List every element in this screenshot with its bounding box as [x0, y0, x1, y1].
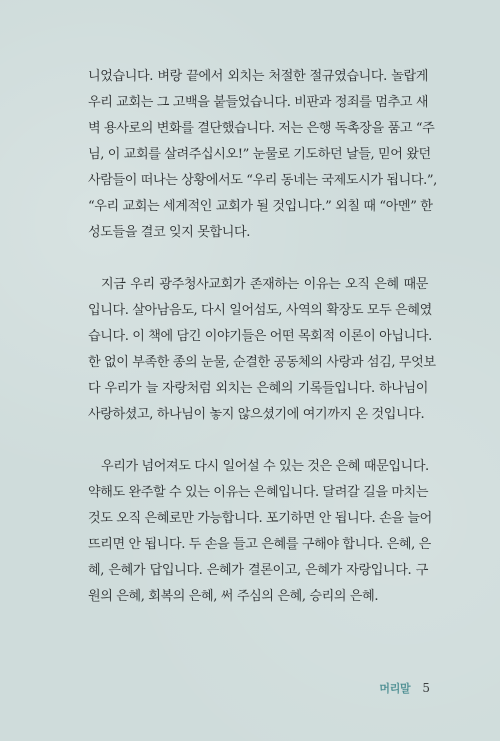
text-line: 님, 이 교회를 살려주십시오!” 눈물로 기도하던 날들, 믿어 왔던 — [88, 147, 431, 162]
paragraph-spacer — [88, 246, 428, 272]
text-line: 습니다. 이 책에 담긴 이야기들은 어떤 목회적 이론이 아닙니다. — [88, 329, 432, 344]
text-line: 사랑하셨고, 하나님이 놓지 않으셨기에 여기까지 온 것입니다. — [88, 407, 425, 422]
text-line: 혜, 은혜가 답입니다. 은혜가 결론이고, 은혜가 자랑입니다. 구 — [88, 563, 428, 578]
page-number: 5 — [422, 681, 430, 695]
paragraph-spacer — [88, 428, 428, 454]
section-label: 머리말 — [379, 682, 411, 695]
text-line: 우리 교회는 그 고백을 붙들었습니다. 비판과 정죄를 멈추고 새 — [88, 95, 429, 110]
text-line: 뜨리면 안 됩니다. 두 손을 들고 은혜를 구해야 합니다. 은혜, 은 — [88, 537, 431, 552]
text-line: 사람들이 떠나는 상황에서도 “우리 동네는 국제도시가 됩니다.”, — [88, 173, 437, 188]
text-line: 것도 오직 은혜로만 가능합니다. 포기하면 안 됩니다. 손을 늘어 — [88, 511, 432, 526]
text-line: 다 우리가 늘 자랑처럼 외치는 은혜의 기록들입니다. 하나님이 — [88, 381, 428, 396]
paragraph-2 — [88, 272, 436, 428]
text-line: 약해도 완주할 수 있는 이유는 은혜입니다. 달려갈 길을 마치는 — [88, 485, 429, 500]
paragraph-3 — [88, 454, 432, 610]
text-line: 원의 은혜, 회복의 은혜, 써 주심의 은혜, 승리의 은혜. — [88, 589, 379, 604]
text-line: 성도들을 결코 잊지 못합니다. — [88, 225, 251, 240]
text-line: 입니다. 살아남음도, 다시 일어섬도, 사역의 확장도 모두 은혜였 — [88, 303, 432, 318]
paragraph-1 — [88, 64, 437, 246]
body-text — [88, 64, 437, 610]
text-line: 우리가 넘어져도 다시 일어설 수 있는 것은 은혜 때문입니다. — [101, 459, 429, 474]
text-line: 지금 우리 광주청사교회가 존재하는 이유는 오직 은혜 때문 — [101, 277, 428, 292]
page-footer — [379, 680, 430, 696]
text-line: 벽 용사로의 변화를 결단했습니다. 저는 은행 독촉장을 품고 “주 — [88, 121, 435, 136]
text-line: “우리 교회는 세계적인 교회가 될 것입니다.” 외칠 때 “아멘” 한 — [88, 199, 433, 214]
text-line: 니었습니다. 벼랑 끝에서 외치는 처절한 절규였습니다. 놀랍게 — [88, 69, 428, 84]
text-line: 한 없이 부족한 종의 눈물, 순결한 공동체의 사랑과 섬김, 무엇보 — [88, 355, 436, 370]
